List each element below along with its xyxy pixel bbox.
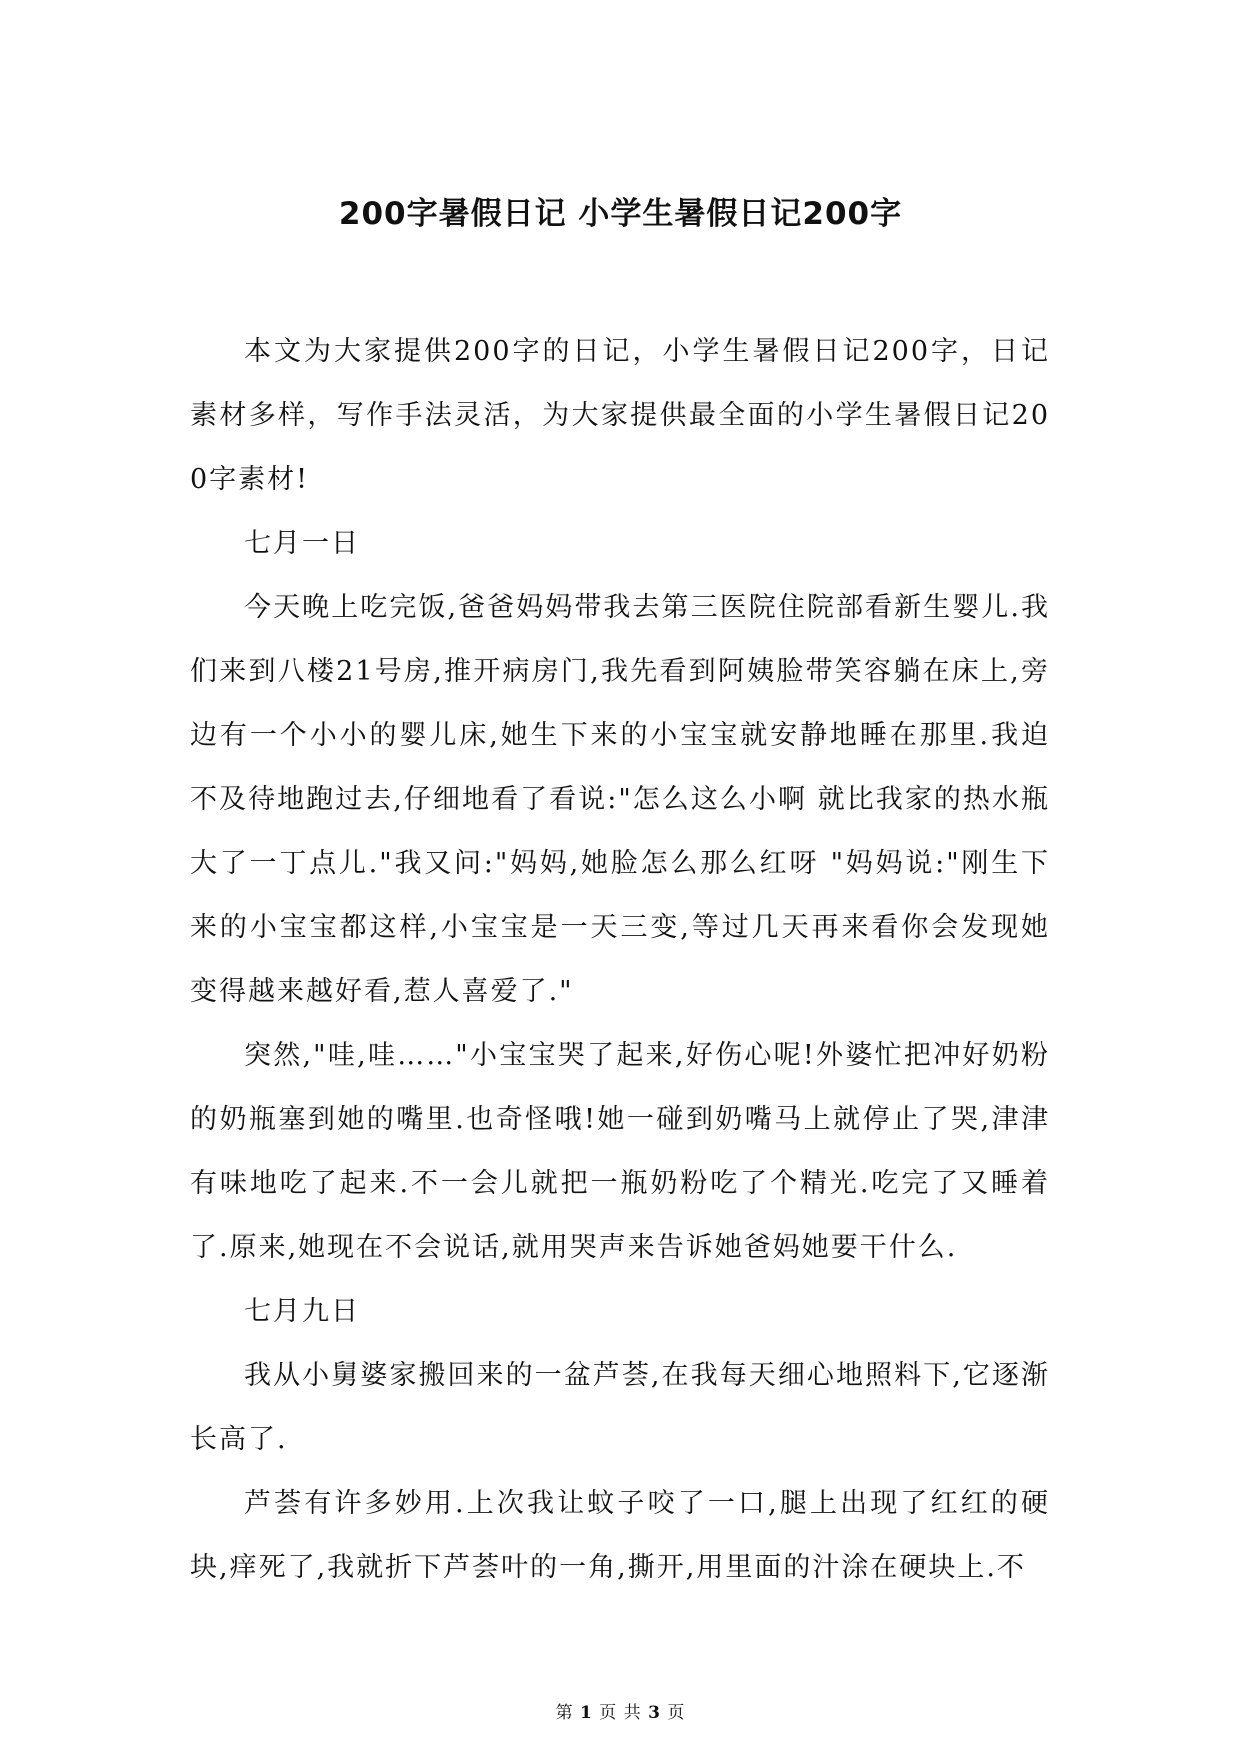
paragraph-aloe-plant: 我从小舅婆家搬回来的一盆芦荟,在我每天细心地照料下,它逐渐长高了. xyxy=(190,1360,1050,1455)
footer-prefix: 第 xyxy=(555,1703,574,1723)
paragraph-aloe-uses: 芦荟有许多妙用.上次我让蚊子咬了一口,腿上出现了红红的硬块,痒死了,我就折下芦荟叶的一角,撕开,用里面的汁涂在硬块上.不 xyxy=(190,1488,1050,1583)
page-title: 200字暑假日记 小学生暑假日记200字 xyxy=(338,196,903,232)
paragraph-date-july-9: 七月九日 xyxy=(244,1296,360,1327)
footer-middle: 页 共 xyxy=(599,1703,642,1723)
paragraph-date-july-1: 七月一日 xyxy=(244,528,360,559)
paragraph-intro: 本文为大家提供200字的日记，小学生暑假日记200字，日记素材多样，写作手法灵活，为大家提供最全面的小学生暑假日记200字素材! xyxy=(190,336,1050,495)
footer-page-number: 1 xyxy=(580,1703,593,1723)
document-body xyxy=(190,320,1050,1600)
page-footer xyxy=(0,1701,1241,1725)
footer-total-pages: 3 xyxy=(648,1703,661,1723)
footer-suffix: 页 xyxy=(667,1703,686,1723)
paragraph-baby-crying: 突然,"哇,哇……"小宝宝哭了起来,好伤心呢!外婆忙把冲好奶粉的奶瓶塞到她的嘴里.也奇怪哦!她一碰到奶嘴马上就停止了哭,津津有味地吃了起来.不一会儿就把一瓶奶粉吃了个精光.吃完了又睡着了.原来,她现在不会说话,就用哭声来告诉她爸妈她要干什么. xyxy=(190,1040,1050,1263)
paragraph-hospital-visit: 今天晚上吃完饭,爸爸妈妈带我去第三医院住院部看新生婴儿.我们来到八楼21号房,推开病房门,我先看到阿姨脸带笑容躺在床上,旁边有一个小小的婴儿床,她生下来的小宝宝就安静地睡在那里.我迫不及待地跑过去,仔细地看了看说:"怎么这么小啊 就比我家的热水瓶大了一丁点儿."我又问:"妈妈,她脸怎么那么红呀 "妈妈说:"刚生下来的小宝宝都这样,小宝宝是一天三变,等过几天再来看你会发现她变得越来越好看,惹人喜爱了." xyxy=(190,592,1050,1007)
